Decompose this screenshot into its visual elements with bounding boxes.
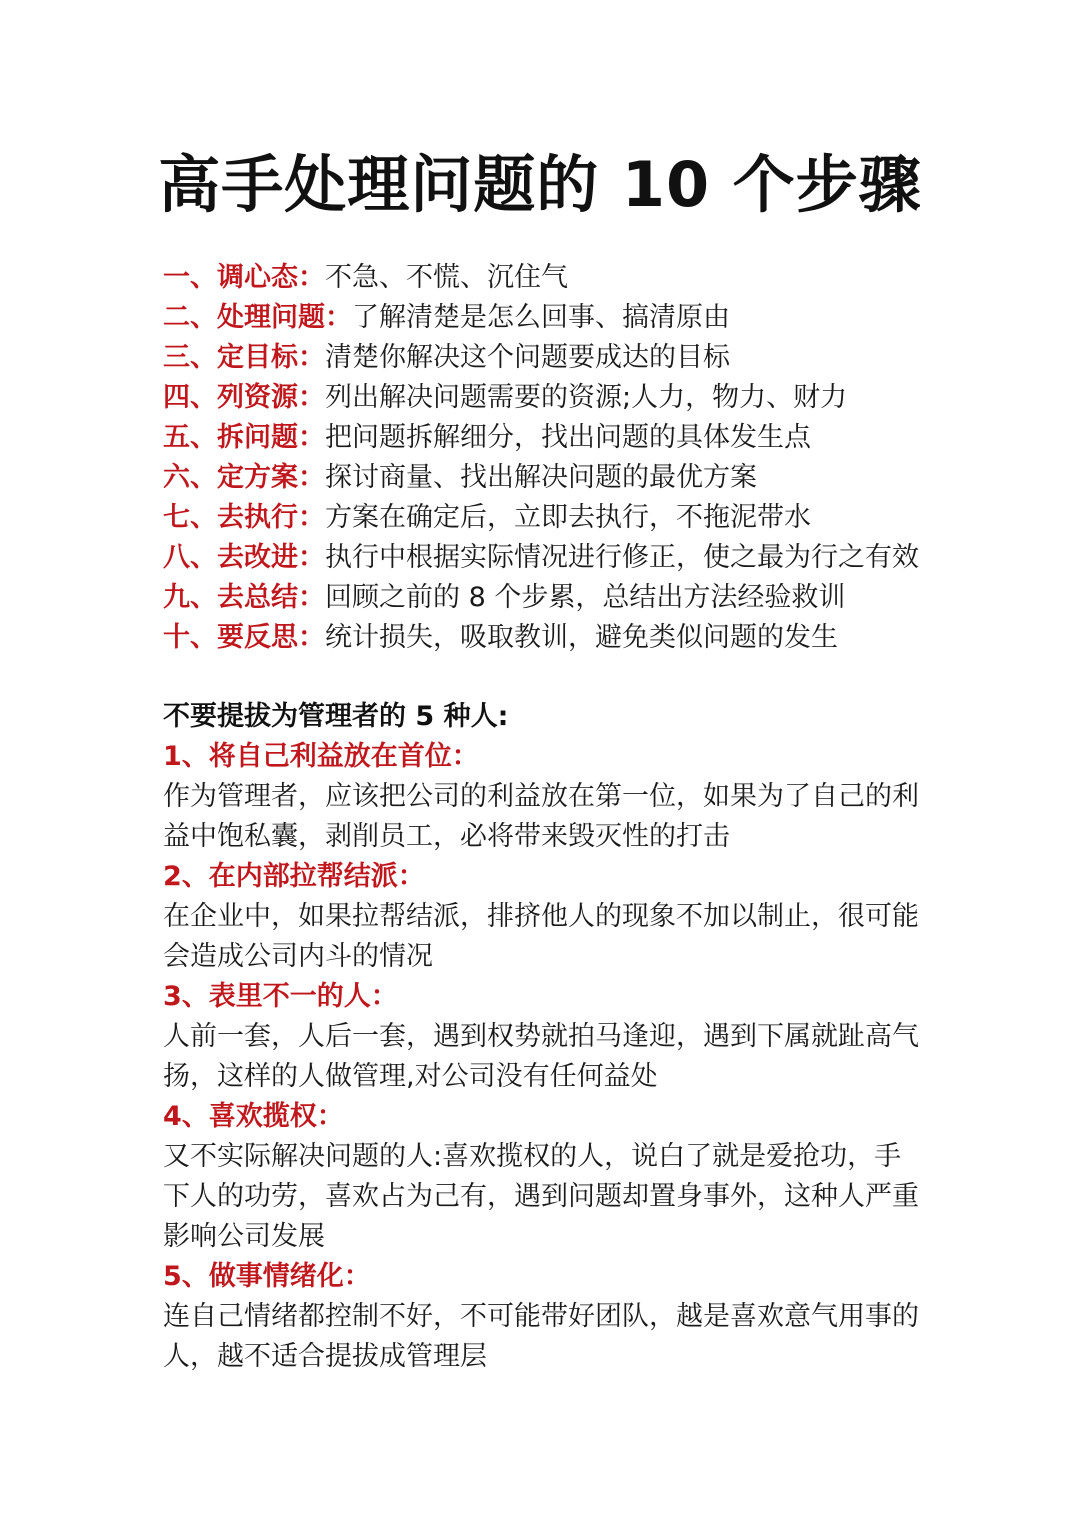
- manager-item-body: 连自己情绪都控制不好，不可能带好团队，越是喜欢意气用事的人，越不适合提拔成管理层: [163, 1301, 919, 1372]
- manager-item-heading: 2、在内部拉帮结派：: [163, 861, 425, 892]
- manager-item-body: 作为管理者，应该把公司的利益放在第一位，如果为了自己的利益中饱私囊，剥削员工，必将带来毁灭性的打击: [163, 781, 919, 852]
- page-title: 高手处理问题的 10 个步骤: [158, 148, 922, 221]
- step-item: [163, 458, 963, 498]
- step-label: 四、列资源：: [163, 382, 325, 413]
- step-item: [163, 538, 963, 578]
- step-text: 执行中根据实际情况进行修正，使之最为行之有效: [325, 542, 919, 573]
- step-text: 了解清楚是怎么回事、搞清原由: [352, 302, 730, 333]
- step-label: 六、定方案：: [163, 462, 325, 493]
- section-heading: 不要提拔为管理者的 5 种人:: [163, 701, 509, 732]
- step-label: 二、处理问题：: [163, 302, 352, 333]
- steps-list: [163, 258, 963, 658]
- step-item: [163, 298, 963, 338]
- step-item: [163, 618, 963, 658]
- step-item: [163, 418, 963, 458]
- step-label: 七、去执行：: [163, 502, 325, 533]
- step-text: 列出解决问题需要的资源;人力，物力、财力: [325, 382, 848, 413]
- step-item: [163, 498, 963, 538]
- step-text: 统计损失，吸取教训，避免类似问题的发生: [325, 622, 838, 653]
- step-item: [163, 258, 963, 298]
- managers-section: [163, 697, 923, 1377]
- step-item: [163, 578, 963, 618]
- step-label: 三、定目标：: [163, 342, 325, 373]
- step-text: 清楚你解决这个问题要成达的目标: [325, 342, 730, 373]
- manager-item-heading: 5、做事情绪化：: [163, 1261, 371, 1292]
- manager-item-heading: 3、表里不一的人：: [163, 981, 398, 1012]
- manager-item-heading: 1、将自己利益放在首位：: [163, 741, 479, 772]
- step-text: 把问题拆解细分，找出问题的具体发生点: [325, 422, 811, 453]
- step-label: 十、要反思：: [163, 622, 325, 653]
- step-text: 回顾之前的 8 个步累，总结出方法经验救训: [325, 582, 846, 613]
- step-text: 探讨商量、找出解决问题的最优方案: [325, 462, 757, 493]
- step-text: 方案在确定后，立即去执行，不拖泥带水: [325, 502, 811, 533]
- step-item: [163, 378, 963, 418]
- step-label: 九、去总结：: [163, 582, 325, 613]
- manager-item-body: 又不实际解决问题的人:喜欢揽权的人，说白了就是爱抢功，手下人的功劳，喜欢占为己有，遇到问题却置身事外，这种人严重影响公司发展: [163, 1141, 919, 1252]
- manager-item-body: 人前一套，人后一套，遇到权势就拍马逢迎，遇到下属就趾高气扬，这样的人做管理,对公司没有任何益处: [163, 1021, 919, 1092]
- step-label: 八、去改进：: [163, 542, 325, 573]
- manager-item-heading: 4、喜欢揽权：: [163, 1101, 344, 1132]
- step-text: 不急、不慌、沉住气: [325, 262, 568, 293]
- manager-item-body: 在企业中，如果拉帮结派，排挤他人的现象不加以制止，很可能会造成公司内斗的情况: [163, 901, 919, 972]
- step-label: 五、拆问题：: [163, 422, 325, 453]
- step-label: 一、调心态：: [163, 262, 325, 293]
- step-item: [163, 338, 963, 378]
